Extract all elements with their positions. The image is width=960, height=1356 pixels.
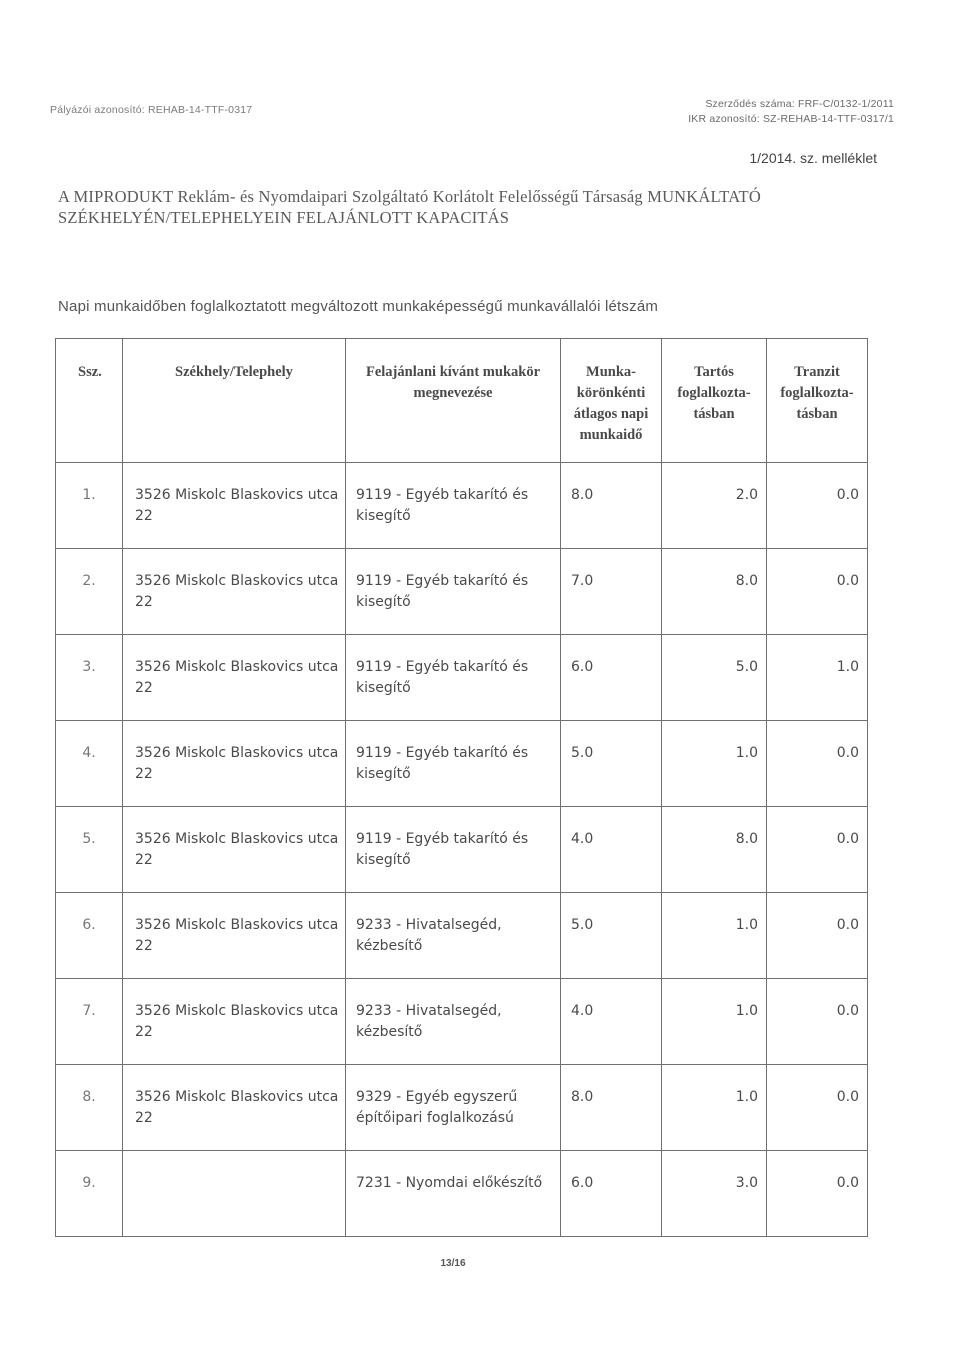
cell-job: 9119 - Egyéb takarító és kisegítő [346, 463, 561, 549]
cell-site: 3526 Miskolc Blaskovics utca 22 [123, 893, 346, 979]
annex-label: 1/2014. sz. melléklet [749, 150, 877, 166]
table-row [56, 893, 868, 979]
contract-number: Szerződés száma: FRF-C/0132-1/2011 [705, 98, 894, 110]
cell-avg-hours: 5.0 [561, 893, 662, 979]
header-permanent: Tartós foglalkozta-tásban [662, 339, 767, 463]
cell-job: 9233 - Hivatalsegéd, kézbesítő [346, 979, 561, 1065]
table-row [56, 463, 868, 549]
cell-job: 9233 - Hivatalsegéd, kézbesítő [346, 893, 561, 979]
cell-ssz: 7. [56, 979, 123, 1065]
cell-ssz: 4. [56, 721, 123, 807]
cell-site: 3526 Miskolc Blaskovics utca 22 [123, 1065, 346, 1151]
table-header-row [56, 339, 868, 463]
cell-avg-hours: 8.0 [561, 1065, 662, 1151]
cell-job: 7231 - Nyomdai előkészítő [346, 1151, 561, 1237]
cell-permanent: 1.0 [662, 979, 767, 1065]
cell-job: 9119 - Egyéb takarító és kisegítő [346, 807, 561, 893]
cell-permanent: 1.0 [662, 1065, 767, 1151]
table-row [56, 807, 868, 893]
table-row [56, 549, 868, 635]
cell-transit: 0.0 [767, 893, 868, 979]
cell-transit: 0.0 [767, 979, 868, 1065]
cell-ssz: 2. [56, 549, 123, 635]
cell-ssz: 9. [56, 1151, 123, 1237]
header-right [688, 97, 894, 127]
cell-permanent: 2.0 [662, 463, 767, 549]
cell-site: 3526 Miskolc Blaskovics utca 22 [123, 807, 346, 893]
page-number: 13/16 [440, 1258, 466, 1269]
cell-avg-hours: 5.0 [561, 721, 662, 807]
table-row [56, 721, 868, 807]
cell-site: 3526 Miskolc Blaskovics utca 22 [123, 463, 346, 549]
cell-transit: 0.0 [767, 463, 868, 549]
cell-avg-hours: 6.0 [561, 1151, 662, 1237]
header-job: Felajánlani kívánt mukakör megnevezése [346, 339, 561, 463]
cell-ssz: 6. [56, 893, 123, 979]
cell-permanent: 1.0 [662, 893, 767, 979]
cell-avg-hours: 6.0 [561, 635, 662, 721]
table-row [56, 635, 868, 721]
cell-transit: 0.0 [767, 1065, 868, 1151]
cell-avg-hours: 4.0 [561, 807, 662, 893]
header-site: Székhely/Telephely [123, 339, 346, 463]
header-ssz: Ssz. [56, 339, 123, 463]
cell-site [123, 1151, 346, 1237]
table-row [56, 979, 868, 1065]
cell-avg-hours: 8.0 [561, 463, 662, 549]
header-avg-hours: Munka-körönkénti átlagos napi munkaidő [561, 339, 662, 463]
cell-transit: 0.0 [767, 807, 868, 893]
cell-permanent: 8.0 [662, 549, 767, 635]
cell-transit: 1.0 [767, 635, 868, 721]
tender-id: Pályázói azonosító: REHAB-14-TTF-0317 [50, 104, 253, 116]
table-row [56, 1065, 868, 1151]
ikr-id: IKR azonosító: SZ-REHAB-14-TTF-0317/1 [688, 113, 894, 125]
cell-ssz: 5. [56, 807, 123, 893]
cell-ssz: 8. [56, 1065, 123, 1151]
cell-ssz: 3. [56, 635, 123, 721]
cell-permanent: 1.0 [662, 721, 767, 807]
cell-avg-hours: 7.0 [561, 549, 662, 635]
cell-permanent: 3.0 [662, 1151, 767, 1237]
cell-site: 3526 Miskolc Blaskovics utca 22 [123, 979, 346, 1065]
table-row [56, 1151, 868, 1237]
cell-ssz: 1. [56, 463, 123, 549]
cell-avg-hours: 4.0 [561, 979, 662, 1065]
cell-site: 3526 Miskolc Blaskovics utca 22 [123, 635, 346, 721]
document-title: A MIPRODUKT Reklám- és Nyomdaipari Szolgáltató Korlátolt Felelősségű Társaság MUNKÁLTATÓ SZÉKHELYÉN/TELEPHELYEIN FELAJÁNLOTT KAPACITÁS [58, 187, 761, 227]
cell-transit: 0.0 [767, 721, 868, 807]
cell-transit: 0.0 [767, 1151, 868, 1237]
cell-site: 3526 Miskolc Blaskovics utca 22 [123, 721, 346, 807]
cell-job: 9119 - Egyéb takarító és kisegítő [346, 549, 561, 635]
cell-transit: 0.0 [767, 549, 868, 635]
capacity-table [55, 338, 868, 1237]
document-subtitle: Napi munkaidőben foglalkoztatott megváltozott munkaképességű munkavállalói létszám [58, 298, 659, 315]
cell-job: 9119 - Egyéb takarító és kisegítő [346, 635, 561, 721]
cell-permanent: 8.0 [662, 807, 767, 893]
cell-site: 3526 Miskolc Blaskovics utca 22 [123, 549, 346, 635]
cell-permanent: 5.0 [662, 635, 767, 721]
cell-job: 9119 - Egyéb takarító és kisegítő [346, 721, 561, 807]
cell-job: 9329 - Egyéb egyszerű építőipari foglalkozású [346, 1065, 561, 1151]
header-transit: Tranzit foglalkozta-tásban [767, 339, 868, 463]
